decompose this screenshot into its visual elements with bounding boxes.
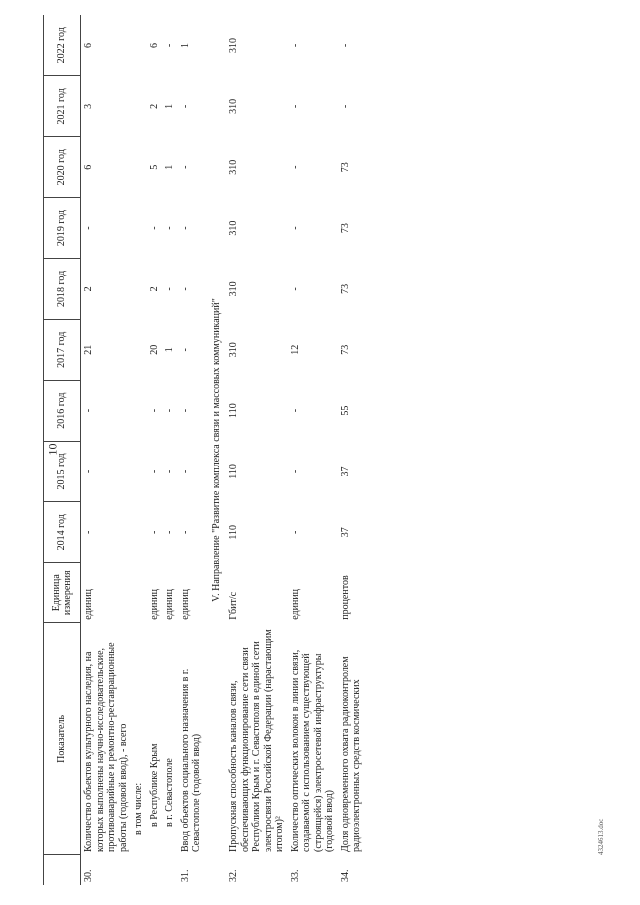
table-row <box>131 15 147 885</box>
row-value: 110 <box>228 524 239 540</box>
row-number: 33. <box>289 869 301 882</box>
row-value: - <box>164 226 175 230</box>
row-unit: процентов <box>339 575 351 620</box>
row-unit: единиц <box>148 588 160 620</box>
row-indicator: в Республике Крым <box>148 743 160 827</box>
row-value: - <box>164 287 175 291</box>
row-value: 2 <box>148 103 160 109</box>
row-number <box>162 855 178 885</box>
document-stamp: 4324613.doc <box>597 818 605 855</box>
row-unit: Гбит/с <box>228 591 239 620</box>
row-value: 1 <box>164 103 175 109</box>
row-indicator: в г. Севастополе <box>164 758 175 827</box>
row-number <box>131 855 147 885</box>
indicator-table <box>43 15 365 885</box>
row-number: 30. <box>83 869 94 882</box>
table-row <box>81 15 132 885</box>
header-year: 2021 год <box>44 76 81 137</box>
row-value: 20 <box>148 344 160 355</box>
row-value: - <box>164 408 175 413</box>
header-year: 2016 год <box>44 380 81 441</box>
row-indicator: Доля одновременного охвата радиоконтролем радиоэлектронных средств космических <box>339 656 362 852</box>
row-value: - <box>179 104 191 109</box>
row-value: - <box>289 43 301 48</box>
section-row <box>205 15 227 885</box>
table-row <box>178 15 205 885</box>
row-value: - <box>179 530 191 534</box>
page-number: 10 <box>45 443 60 456</box>
row-value: - <box>289 226 301 230</box>
row-value <box>131 319 147 380</box>
header-year: 2014 год <box>44 502 81 563</box>
row-indicator: Пропускная способность каналов связи, обеспечивающих функционирование сети связи Республики Крым и г. Севастополя в единой сети электросвязи Российской Федерации (нарастающим итогом)² <box>228 629 285 852</box>
row-value: 5 <box>148 164 160 170</box>
row-value: - <box>289 165 301 169</box>
table-row <box>338 15 365 885</box>
row-value: 310 <box>228 220 239 236</box>
row-indicator: Количество оптических волокон в линии связи, создаваемой с использованием существующей (строящейся) электросетевой инфраструктуры (годовой ввод) <box>289 649 335 852</box>
header-year: 2022 год <box>44 15 81 76</box>
row-value: - <box>289 469 301 474</box>
row-value: - <box>289 287 301 291</box>
row-value: - <box>164 43 175 48</box>
row-value: 310 <box>228 98 239 114</box>
header-unit: Единица измерения <box>44 563 81 623</box>
rotated-table-container <box>43 15 563 885</box>
table-wrapper <box>43 15 563 885</box>
section-title: V. Направление "Развитие комплекса связи и массовых коммуникаций" <box>210 298 222 602</box>
row-value: - <box>148 469 160 474</box>
row-value: - <box>83 469 94 474</box>
row-value <box>131 76 147 137</box>
row-value: - <box>179 469 191 474</box>
row-unit: единиц <box>179 588 191 620</box>
row-value: 37 <box>339 527 351 538</box>
row-value: - <box>339 104 351 109</box>
row-unit: единиц <box>164 588 175 620</box>
row-number: 34. <box>339 869 351 882</box>
table-row <box>147 15 163 885</box>
table-header-row <box>44 15 81 885</box>
row-value: - <box>164 530 175 534</box>
row-value: - <box>83 226 94 230</box>
row-value: - <box>148 226 160 230</box>
row-value: 73 <box>339 162 351 173</box>
row-value: - <box>148 530 160 534</box>
table-row <box>288 15 338 885</box>
row-unit: единиц <box>83 588 94 620</box>
row-value: - <box>179 408 191 413</box>
row-value: 6 <box>148 42 160 48</box>
row-value <box>131 198 147 259</box>
row-number <box>147 855 163 885</box>
row-indicator: Ввод объектов социального назначения в г. Севастополе (годовой ввод) <box>179 668 202 852</box>
header-year: 2019 год <box>44 198 81 259</box>
row-value: - <box>339 43 351 48</box>
header-num <box>44 855 81 885</box>
row-value: 12 <box>289 344 301 355</box>
table-row <box>226 15 288 885</box>
header-year: 2015 год <box>44 441 81 502</box>
row-value <box>131 502 147 563</box>
row-value <box>131 259 147 320</box>
row-value: 73 <box>339 344 351 355</box>
row-value: 37 <box>339 466 351 477</box>
row-value: 6 <box>83 42 94 48</box>
row-value: - <box>164 469 175 474</box>
row-value: - <box>289 530 301 534</box>
header-indicator: Показатель <box>44 623 81 855</box>
row-value: - <box>289 408 301 413</box>
row-indicator: Количество объектов культурного наследия, на которых выполнены научно-исследовательские, противоаварийные и ремонтно-реставрационные работы (годовой ввод), - всего <box>83 642 129 852</box>
row-value: 21 <box>83 344 94 355</box>
row-value: - <box>148 408 160 413</box>
row-value: 6 <box>83 164 94 170</box>
row-value <box>131 137 147 198</box>
row-number: 32. <box>228 869 239 882</box>
row-value <box>131 15 147 76</box>
row-value: 73 <box>339 223 351 234</box>
row-value: 3 <box>83 103 94 109</box>
row-value: - <box>83 408 94 413</box>
row-value: 110 <box>228 403 239 418</box>
row-value <box>131 441 147 502</box>
row-value: - <box>83 530 94 534</box>
row-value: 1 <box>179 42 191 48</box>
row-value: 73 <box>339 283 351 294</box>
header-year: 2020 год <box>44 137 81 198</box>
row-value: - <box>179 348 191 352</box>
row-value: 55 <box>339 405 351 416</box>
row-unit <box>131 563 147 623</box>
row-indicator: в том числе: <box>133 782 144 835</box>
row-value: 110 <box>228 464 239 479</box>
row-value: 2 <box>83 286 94 292</box>
row-value: 310 <box>228 281 239 297</box>
row-value: 310 <box>228 342 239 358</box>
row-value <box>131 380 147 441</box>
row-value: - <box>179 165 191 169</box>
row-value: - <box>289 104 301 109</box>
header-year: 2018 год <box>44 259 81 320</box>
row-value: 310 <box>228 37 239 53</box>
table-row <box>162 15 178 885</box>
row-unit: единиц <box>289 588 301 620</box>
row-value: 1 <box>164 164 175 170</box>
header-year: 2017 год <box>44 319 81 380</box>
row-value: - <box>179 226 191 230</box>
row-value: 2 <box>148 286 160 292</box>
row-value: 310 <box>228 159 239 175</box>
row-value: 1 <box>164 347 175 353</box>
row-number: 31. <box>179 869 191 882</box>
row-value: - <box>179 287 191 291</box>
